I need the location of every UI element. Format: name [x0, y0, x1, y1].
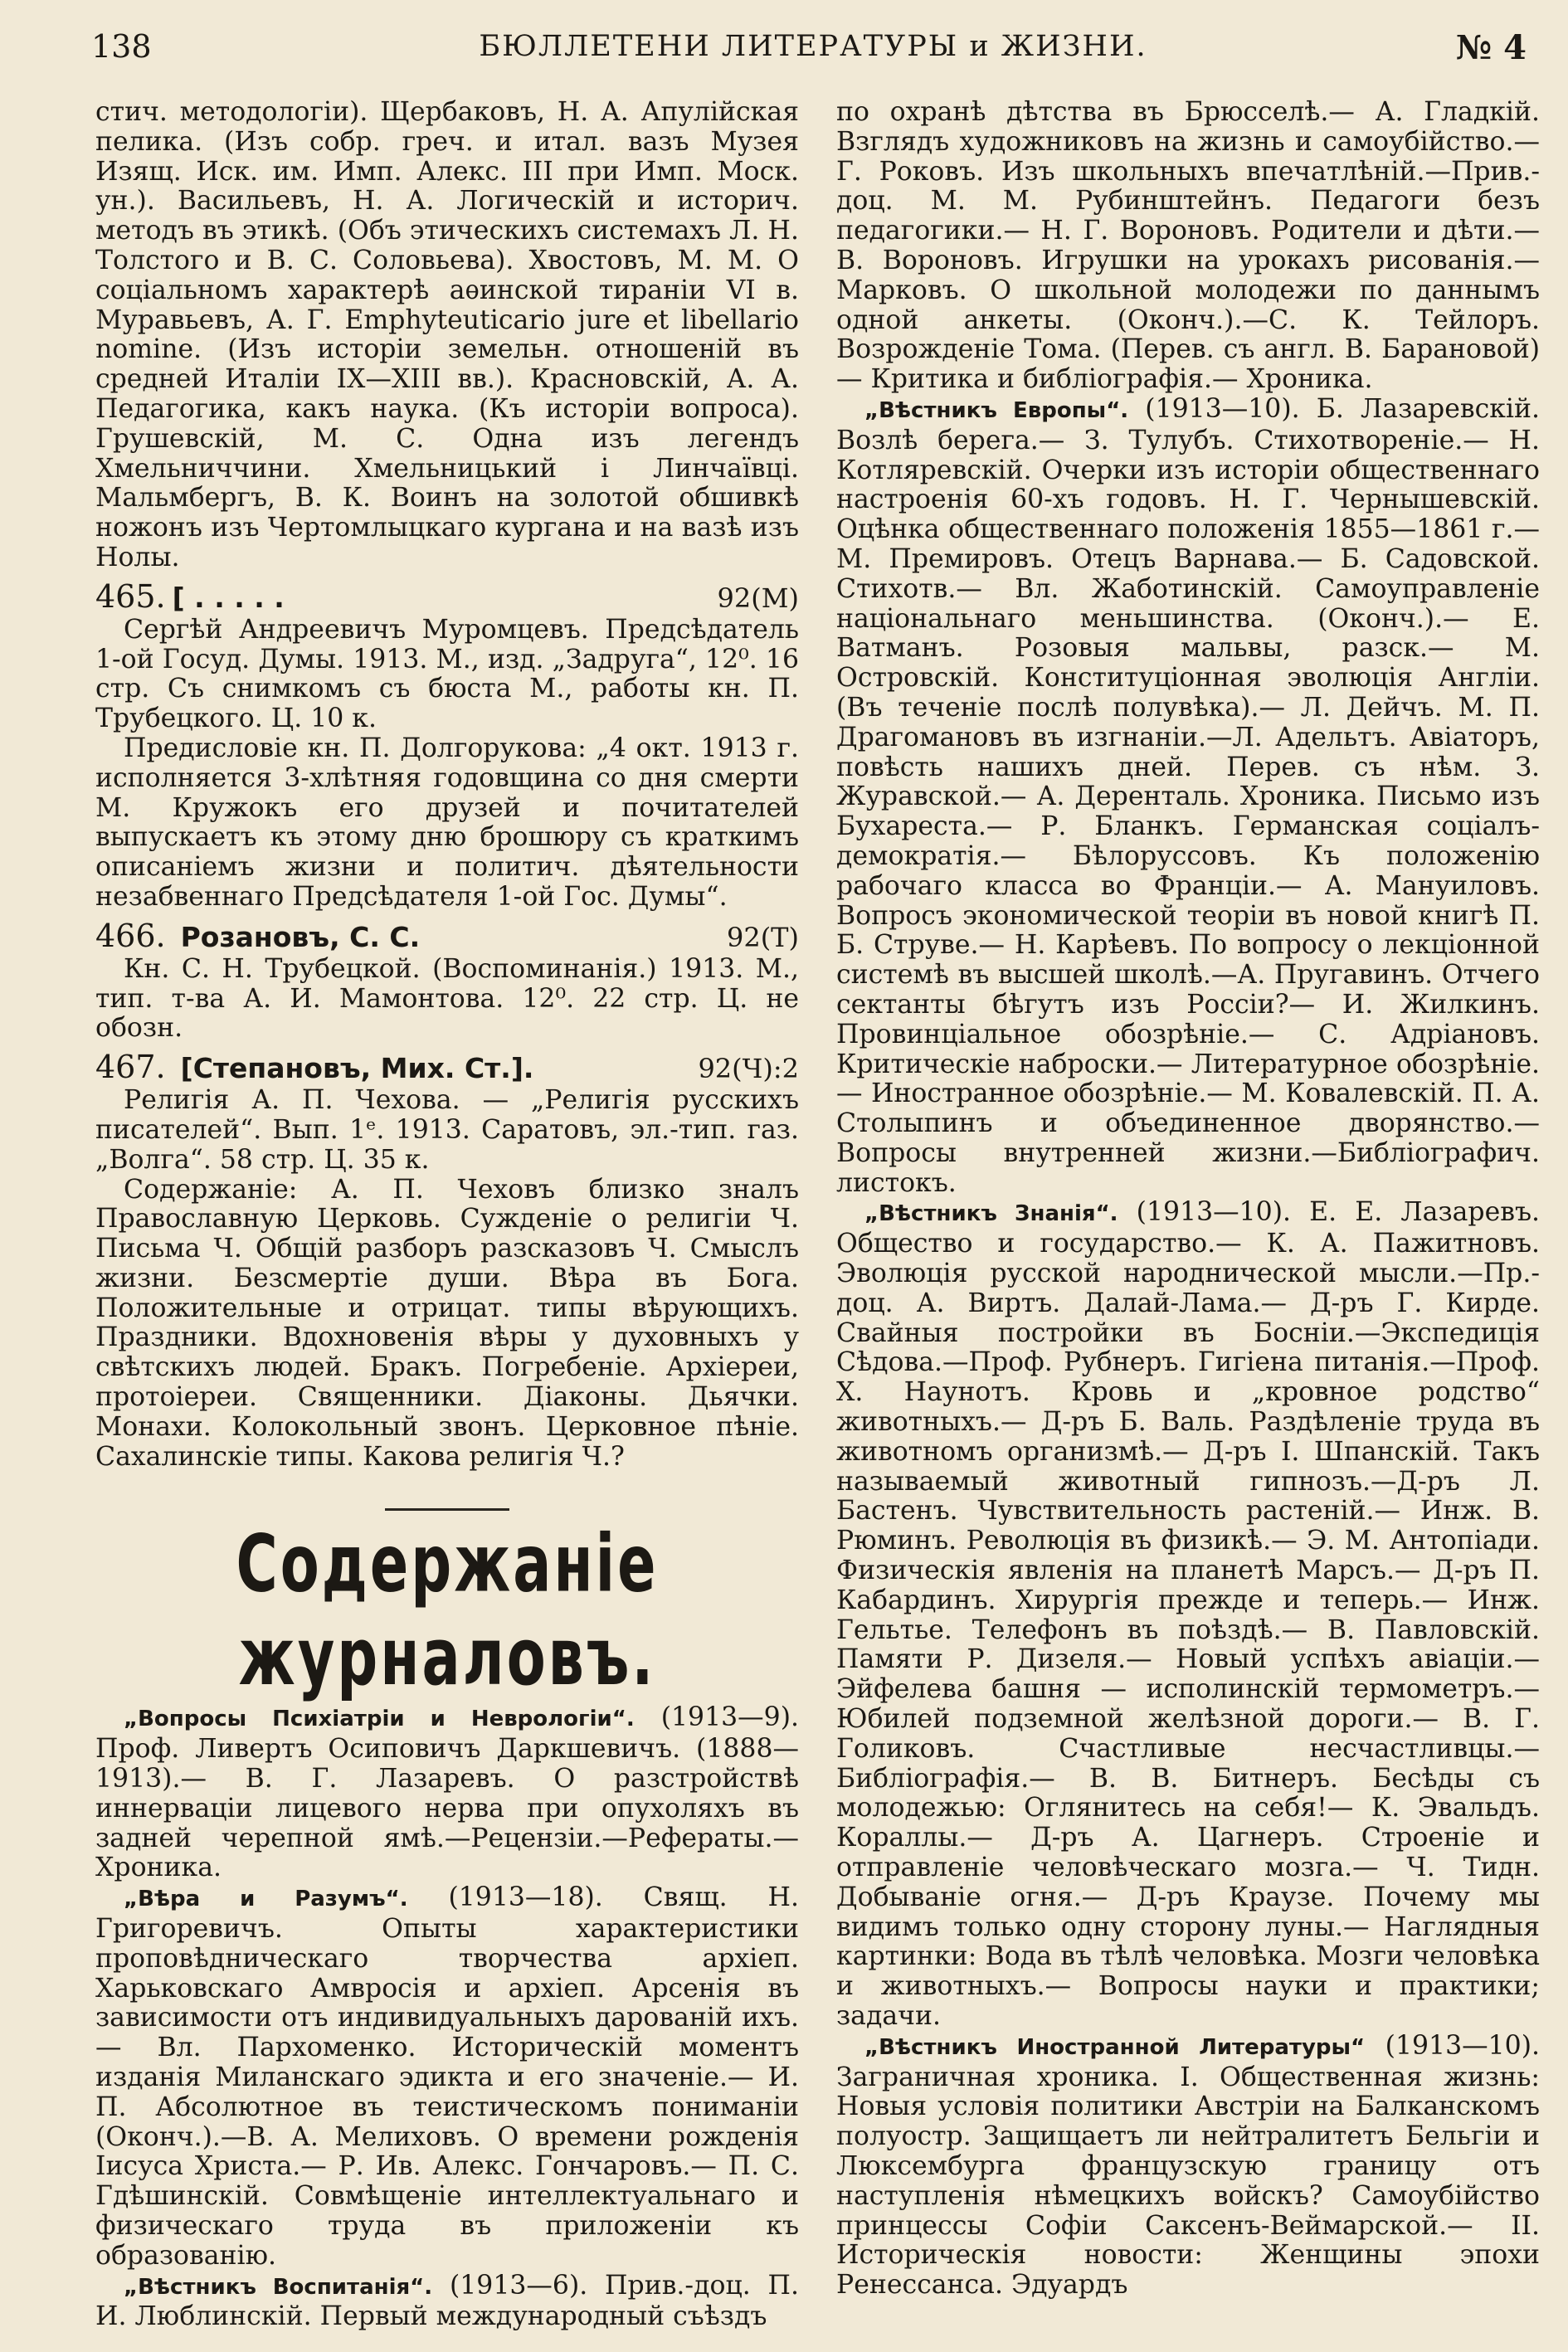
entry-classification: 92(М) [717, 582, 799, 614]
journal-title-label: „Вѣстникъ Воспитанія“. [124, 2274, 433, 2300]
entry-465-description: Сергѣй Андреевичъ Муромцевъ. Предсѣдатель 1-ой Госуд. Думы. 1913. М., изд. „Задруга“, 12⁰. 16 стр. Съ снимкомъ съ бюста М., работы кн. П. Трубецкого. Ц. 10 к. [95, 614, 799, 734]
entry-465-annotation: Предисловіе кн. П. Долгорукова: „4 окт. 1913 г. исполняется 3-хлѣтняя годовщина со дня смерти М. Кружокъ его друзей и почитателей выпускаетъ къ этому дню брошюру съ краткимъ описаніемъ жизни и политич. дѣятельности незабвеннаго Предсѣдателя 1-ой Гос. Думы“. [95, 733, 799, 912]
entry-author: [ . . . . . [172, 581, 285, 614]
entry-467-description: Религія А. П. Чехова. — „Религія русскихъ писателей“. Вып. 1ᵉ. 1913. Саратовъ, эл.-тип. газ. „Волга“. 58 стр. Ц. 35 к. [95, 1085, 799, 1175]
entry-number: 466. [95, 917, 166, 954]
continued-text: стич. методологіи). Щербаковъ, Н. А. Апулійская пелика. (Изъ собр. греч. и итал. вазъ Музея Изящ. Иск. им. Имп. Алекс. III при Имп. Моск. ун.). Васильевъ, Н. А. Логическій и историч. методъ въ этикѣ. (Объ этическихъ системахъ Л. Н. Толстого и В. С. Соловьева). Хвостовъ, М. М. О соціальномъ характерѣ аѳинской тираніи VI в. Муравьевъ, А. Г. Emphyteuticario jure et libellario nomine. (Изъ исторіи земельн. отношеній въ средней Италіи IX—XIII вв.). Красновскій, А. А. Педагогика, какъ наука. (Къ исторіи вопроса). Грушевскій, М. С. Одна изъ легендъ Хмельниччини. Хмельницький і Линчаївці. Мальмбергъ, В. К. Воинъ на золотой обшивкѣ ножонъ изъ Чертомлыцкаго кургана и на вазѣ изъ Нолы. [95, 97, 799, 572]
journal-contents: (1913—6). Прив.-доц. П. И. Люблинскій. Первый международный съѣздъ [95, 2270, 799, 2332]
journal-contents: (1913—9). Проф. Ливертъ Осиповичъ Даркшевичъ. (1888—1913).— В. Г. Лазаревъ. О разстройствѣ иннерваціи лицевого нерва при опухоляхъ въ задней черепной ямѣ.—Рецензіи.—Рефераты.—Хроника. [95, 1702, 799, 1883]
entry-author: [Степановъ, Мих. Ст.]. [180, 1052, 534, 1085]
entry-466-heading [95, 919, 799, 955]
journal-title-label: „Вѣра и Разумъ“. [124, 1887, 408, 1912]
entry-466-description: Кн. С. Н. Трубецкой. (Воспоминанія.) 1913. М., тип. т-ва А. И. Мамонтова. 12⁰. 22 стр. Ц. не обозн. [95, 953, 799, 1044]
journal-entry [95, 1703, 799, 1883]
journal-entry [836, 2032, 1540, 2301]
journal-entry [95, 2272, 799, 2333]
journal-contents: (1913—10). Е. Е. Лазаревъ. Общество и государство.— К. А. Пажитновъ. Эволюція русской народнической мысли.—Пр.-доц. А. Виртъ. Далай-Лама.— Д-ръ Г. Кирде. Свайныя постройки въ Босніи.—Экспедиція Сѣдова.—Проф. Рубнеръ. Гигіена питанія.—Проф. Х. Наунотъ. Кровь и „кровное родство“ животныхъ.— Д-ръ Б. Валь. Раздѣленіе труда въ животномъ организмѣ.— Д-ръ І. Шпанскій. Такъ называемый животный гипнозъ.—Д-ръ Л. Бастенъ. Чувствительность растеній.— Инж. В. Рюминъ. Революція въ физикѣ.— Э. М. Антопіади. Физическія явленія на планетѣ Марсъ.— Д-ръ П. Кабардинъ. Хирургія прежде и теперь.— Инж. Гельтье. Телефонъ въ поѣздѣ.— В. Павловскій. Памяти Р. Дизеля.— Новый успѣхъ авіаціи.— Эйфелева башня — исполинскій термометръ.— Юбилей подземной желѣзной дороги.— В. Г. Голиковъ. Счастливые несчастливцы.— Библіографія.— В. В. Битнеръ. Бесѣды съ молодежью: Оглянитесь на себя!— К. Эвальдъ. Кораллы.— Д-ръ А. Цагнеръ. Строеніе и отправленіе человѣческаго мозга.— Ч. Тидн. Добываніе огня.— Д-ръ Краузе. Почему мы видимъ только одну сторону луны.— Наглядныя картинки: Вода въ тѣлѣ человѣка. Мозги человѣка и животныхъ.— Вопросы науки и практики; задачи. [836, 1197, 1541, 2031]
entry-467-heading [95, 1050, 799, 1086]
entry-classification: 92(Ч):2 [698, 1053, 799, 1085]
left-column [95, 98, 799, 2332]
entry-467-contents: Содержаніе: А. П. Чеховъ близко зналъ Православную Церковь. Сужденіе о религіи Ч. Письма Ч. Общій разборъ разсказовъ Ч. Смыслъ жизни. Безсмертіе души. Вѣра въ Бога. Положительные и отрицат. типы вѣрующихъ. Праздники. Вдохновенія вѣры у духовныхъ у свѣтскихъ людей. Бракъ. Погребеніе. Архіереи, протоіереи. Священники. Діаконы. Дьячки. Монахи. Колокольный звонъ. Церковное пѣніе. Сахалинскіе типы. Какова религія Ч.? [95, 1174, 799, 1472]
entry-465-heading [95, 577, 799, 616]
entry-author: Розановъ, С. С. [180, 920, 421, 953]
entry-classification: 92(Т) [726, 921, 799, 953]
journal-title-label: „Вѣстникъ Знанія“. [864, 1201, 1118, 1227]
section-divider [385, 1508, 509, 1511]
journal-contents: (1913—10). Б. Лазаревскій. Возлѣ берега.— З. Тулубъ. Стихотвореніе.— Н. Котляревскій. Очерки изъ исторіи общественнаго настроенія 60-хъ годовъ. Н. Г. Чернышевскій. Оцѣнка общественнаго положенія 1855—1861 г.— М. Премировъ. Отецъ Варнава.— Б. Садовской. Стихотв.— Вл. Жаботинскій. Самоуправленіе національнаго меньшинства. (Оконч.).— Е. Ватманъ. Розовыя мальвы, разск.— М. Островскій. Конституціонная эволюція Англіи. (Въ теченіе послѣ полувѣка).— Л. Дейчъ. М. П. Драгомановъ въ изгнаніи.—Л. Адельтъ. Авіаторъ, повѣсть нашихъ дней. Перев. съ нѣм. З. Журавской.— А. Деренталь. Хроника. Письмо изъ Бухареста.— Р. Бланкъ. Германская соціалъ-демократія.— Бѣлоруссовъ. Къ положенію рабочаго класса во Франціи.— А. Мануиловъ. Вопросъ экономической теоріи въ новой книгѣ П. Б. Струве.— Н. Карѣевъ. По вопросу о лекціонной системѣ въ высшей школѣ.—А. Пругавинъ. Отчего сектанты бѣгутъ изъ Россіи?— И. Жилкинъ. Провинціальное обозрѣніе.— С. Адріановъ. Критическіе наброски.— Литературное обозрѣніе.— Иностранное обозрѣніе.— М. Ковалевскій. П. А. Столыпинъ и объединенное дворянство.— Вопросы внутренней жизни.—Библіографич. листокъ. [836, 393, 1540, 1198]
journal-title-label: „Вопросы Психіатріи и Неврологіи“. [124, 1707, 635, 1732]
page-number: 138 [91, 28, 152, 65]
journal-title-label: „Вѣстникъ Иностранной Литературы“ [864, 2034, 1366, 2060]
journal-title: БЮЛЛЕТЕНИ ЛИТЕРАТУРЫ и ЖИЗНИ. [479, 30, 1147, 63]
journal-contents: (1913—10). Заграничная хроника. I. Общественная жизнь: Новыя условія политики Австріи на Балканскомъ полуостр. Защищаетъ ли нейтралитетъ Бельгіи и Люксембурга французскую границу отъ наступленія нѣмецкихъ войскъ? Самоубійство принцессы Софіи Саксенъ-Веймарской.— II. Историческія новости: Женщины эпохи Ренессанса. Эдуардъ [836, 2030, 1540, 2301]
journal-entry-continued: по охранѣ дѣтства въ Брюсселѣ.— А. Гладкій. Взглядъ художниковъ на жизнь и самоубійство.— Г. Роковъ. Изъ школьныхъ впечатлѣній.—Прив.-доц. М. М. Рубинштейнъ. Педагоги безъ педагогики.— Н. Г. Вороновъ. Родители и дѣти.— В. Вороновъ. Игрушки на урокахъ рисованія.— Марковъ. О школьной молодежи по даннымъ одной анкеты. (Оконч.).—С. К. Тейлоръ. Возрожденіе Тома. (Перев. съ англ. В. Барановой)— Критика и библіографія.— Хроника. [836, 97, 1540, 395]
journal-title-label: „Вѣстникъ Европы“. [864, 397, 1129, 423]
entry-number: 465. [95, 577, 166, 615]
running-header [91, 28, 1535, 78]
journal-entry [836, 1198, 1540, 2031]
entry-number: 467. [95, 1049, 166, 1086]
journal-entry [836, 395, 1540, 1199]
journal-entry [95, 1883, 799, 2271]
journal-contents: (1913—18). Свящ. Н. Григоревичъ. Опыты характеристики проповѣдническаго творчества архіеп. Харьковскаго Амвросія и архіеп. Арсенія въ зависимости отъ индивидуальныхъ дарованій ихъ.— Вл. Пархоменко. Историческій моментъ изданія Миланскаго эдикта и его значеніе.— И. П. Абсолютное въ теистическомъ пониманіи (Оконч.).—В. А. Мелиховъ. О времени рожденія Іисуса Христа.— Р. Ив. Алекс. Гончаровъ.— П. С. Гдѣшинскій. Совмѣщеніе интеллектуальнаго и физическаго труда въ приложеніи къ образованію. [95, 1882, 799, 2271]
issue-number: № 4 [1455, 28, 1527, 67]
section-title: Содержаніе журналовъ. [236, 1517, 659, 1703]
right-column [836, 98, 1540, 2301]
